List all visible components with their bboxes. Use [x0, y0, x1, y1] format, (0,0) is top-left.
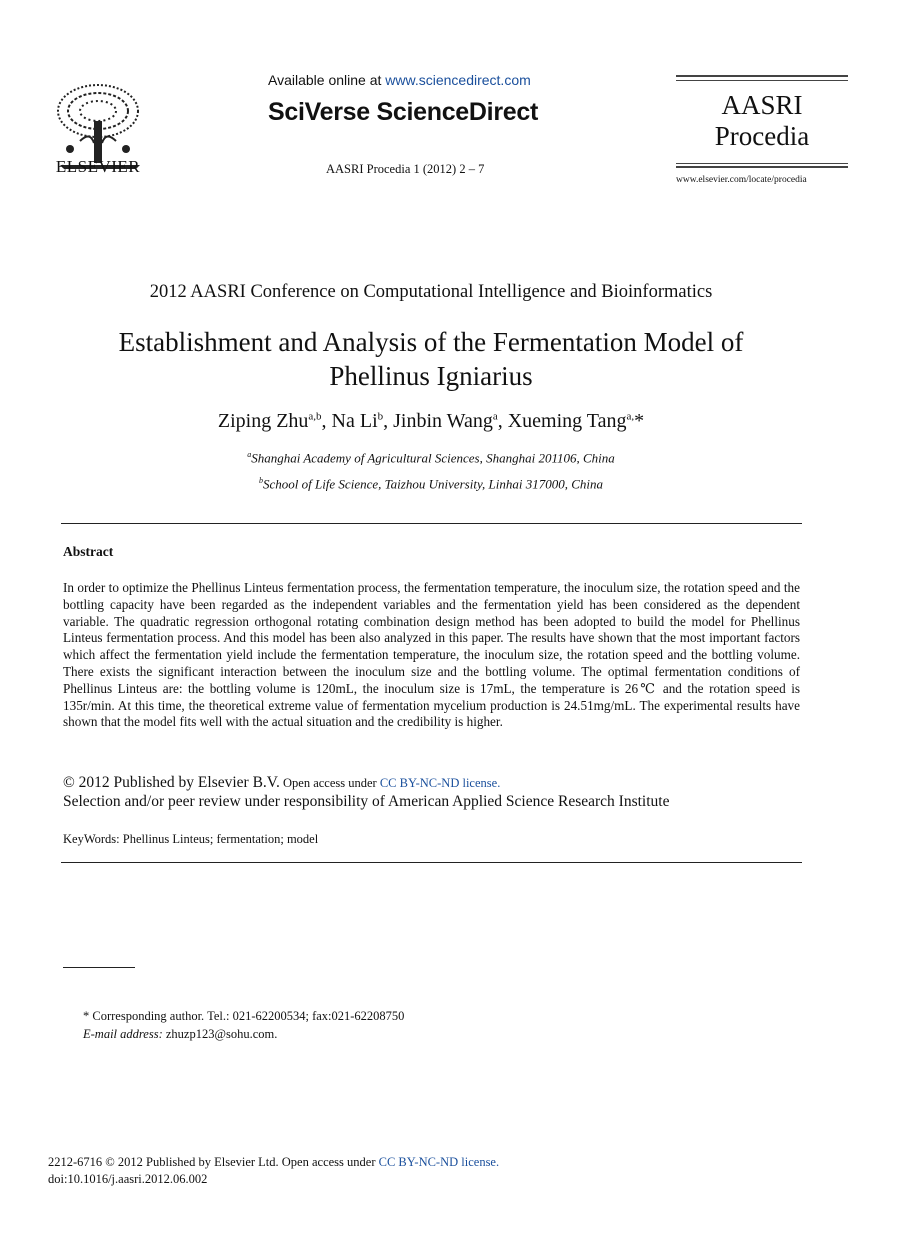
affiliation-a [0, 450, 862, 466]
affiliation-b [0, 476, 862, 492]
abstract-top-rule [61, 523, 802, 524]
author-list [0, 410, 862, 433]
license-link[interactable]: CC BY-NC-ND license. [379, 776, 501, 790]
author-affil-sup: a [492, 410, 498, 423]
abstract-heading: Abstract [63, 544, 114, 559]
journal-box-top-rule-thin [676, 80, 848, 81]
elsevier-wordmark: ELSEVIER [55, 157, 141, 176]
journal-reference: AASRI Procedia 1 (2012) 2 – 7 [326, 162, 485, 176]
issn-text: 2212-6716 © 2012 Published by Elsevier Ltd. Open access under [48, 1155, 379, 1169]
keywords: KeyWords: Phellinus Linteus; fermentation; model [63, 832, 319, 846]
author-name: Ziping Zhu [217, 410, 309, 432]
title-line-1: Establishment and Analysis of the Fermentation Model of [118, 327, 744, 357]
journal-url[interactable]: www.elsevier.com/locate/procedia [676, 175, 807, 185]
journal-name-line2: Procedia [714, 121, 810, 151]
issn-line [48, 1155, 499, 1170]
conference-name: 2012 AASRI Conference on Computational Intelligence and Bioinformatics [149, 282, 713, 302]
abstract-bottom-rule [61, 862, 802, 863]
journal-box-top-rule [676, 75, 848, 77]
abstract-body: In order to optimize the Phellinus Linteus fermentation process, the fermentation temperature, the inoculum size, the rotation speed and the bottling capacity have been regarded as the independent variables and the fermentation yield has been considered as the dependent variable. The quadratic regression orthogonal rotating combination design method has been adopted to build the model for Phellinus Linteus fermentation process. And this model has been also analyzed in this paper. The results have shown that the most important factors which affect the fermentation yield include the fermentation temperature, the inoculum size, the rotation speed and the bottling volume. There exists the significant interaction between the inoculum size and the bottling volume. The optimal fermentation conditions of Phellinus Linteus are: the bottling volume is 120mL, the inoculum size is 17mL, the temperature is 26℃ and the rotation speed is 135r/min. At this time, the theoretical extreme value of fermentation mycelium production is 24.51mg/mL. The experimental results have shown that the model fits well with the actual situation and the credibility is higher. [63, 580, 800, 730]
available-online-line [268, 72, 531, 88]
journal-name-line1: AASRI [721, 90, 803, 120]
author-name: Jinbin Wang [393, 410, 493, 432]
footnote-separator [63, 967, 135, 968]
author-sep: , [497, 410, 508, 432]
doi-line: doi:10.1016/j.aasri.2012.06.002 [48, 1172, 208, 1186]
author-affil-sup: a,b [308, 410, 322, 423]
affiliation-text: Shanghai Academy of Agricultural Sciences, Shanghai 201106, China [251, 450, 615, 466]
author-affil-sup: a, [626, 410, 635, 423]
author-name: Xueming Tang [507, 410, 627, 432]
peer-review-statement: Selection and/or peer review under responsibility of American Applied Science Research Institute [63, 793, 670, 810]
email-label: E-mail address: [83, 1027, 163, 1041]
journal-box-bottom-rule [676, 166, 848, 168]
title-line-2: Phellinus Igniarius [329, 361, 533, 391]
author-affil-sup: b [377, 410, 384, 423]
available-online-prefix: Available online at [268, 72, 386, 88]
copyright-main: © 2012 Published by Elsevier B.V. [63, 774, 280, 791]
corresponding-author-footnote: * Corresponding author. Tel.: 021-62200534; fax:021-62208750 [83, 1009, 405, 1023]
affiliation-sup: a [247, 450, 252, 459]
journal-box-bottom-rule-thin [676, 163, 848, 164]
bottom-license-link[interactable]: CC BY-NC-ND license. [378, 1155, 500, 1169]
sciencedirect-link[interactable]: www.sciencedirect.com [385, 72, 531, 88]
copyright-line [63, 774, 500, 792]
paper-title [0, 325, 862, 393]
author-sep: , [383, 410, 394, 432]
affiliation-text: School of Life Science, Taizhou University, Linhai 317000, China [262, 476, 604, 492]
author-name: Na Li [331, 410, 378, 432]
email-footnote [83, 1027, 277, 1042]
journal-title-box [676, 90, 848, 152]
affiliation-sup: b [258, 476, 263, 485]
author-sep: * [634, 410, 645, 432]
sciverse-logo-text: SciVerse ScienceDirect [268, 98, 538, 126]
author-sep: , [321, 410, 332, 432]
email-address: zhuzp123@sohu.com. [162, 1027, 278, 1041]
open-access-text: Open access under [279, 776, 380, 790]
